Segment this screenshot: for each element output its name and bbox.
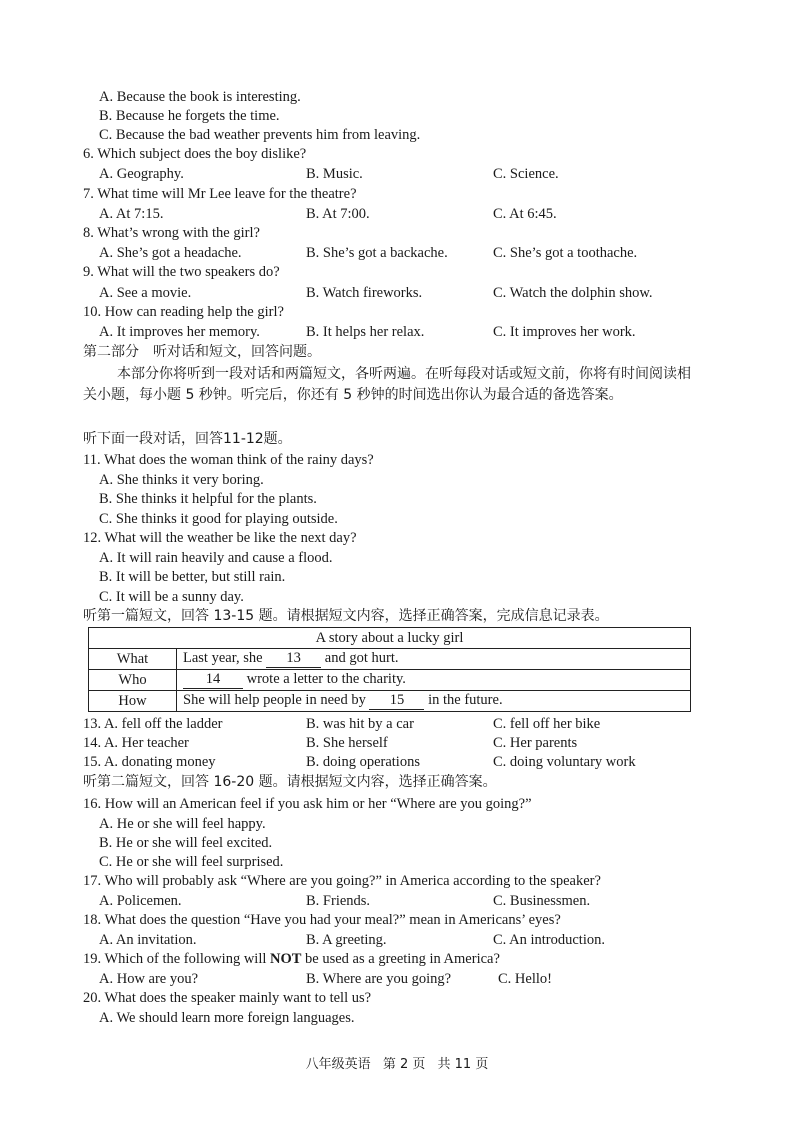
q7-stem: 7. What time will Mr Lee leave for the theatre? (83, 186, 357, 202)
row-text-pre: She will help people in need by (183, 692, 366, 708)
row-label: How (89, 691, 177, 712)
blank-14: 14 (183, 671, 243, 689)
q19-stem-post: be used as a greeting in America? (305, 951, 500, 967)
q5-option-c: C. Because the bad weather prevents him from leaving. (99, 127, 421, 143)
row-content (177, 691, 691, 712)
footer-total-pages: 共 11 页 (437, 1057, 489, 1072)
record-table (88, 627, 691, 712)
table-row (89, 649, 691, 670)
row-text-post: in the future. (428, 692, 503, 708)
q11-option-b: B. She thinks it helpful for the plants. (99, 491, 317, 507)
q14-option-c: C. Her parents (493, 735, 578, 751)
q6-option-b: B. Music. (306, 166, 363, 182)
passage1-intro: 听第一篇短文，回答 13-15 题。请根据短文内容，选择正确答案，完成信息记录表。 (83, 608, 609, 624)
q8-option-a: A. She’s got a headache. (99, 245, 242, 261)
part2-instructions: 本部分你将听到一段对话和两篇短文，各听两遍。在听每段对话或短文前，你将有时间阅读相关小题，每小题 5 秒钟。听完后，你还有 5 秒钟的时间选出你认为最合适的备选答案。 (83, 366, 691, 403)
q18-option-c: C. An introduction. (493, 932, 605, 948)
dialogue-intro: 听下面一段对话，回答11-12题。 (83, 431, 292, 447)
q16-stem: 16. How will an American feel if you ask him or her “Where are you going?” (83, 796, 532, 812)
table-row (89, 670, 691, 691)
q11-option-a: A. She thinks it very boring. (99, 472, 264, 488)
q9-option-a: A. See a movie. (99, 285, 192, 301)
q13-option-a: 13. A. fell off the ladder (83, 716, 223, 732)
q19-stem (83, 950, 500, 968)
q18-option-a: A. An invitation. (99, 932, 197, 948)
record-table-title-row (89, 628, 691, 649)
blank-15: 15 (369, 692, 424, 710)
q13-option-b: B. was hit by a car (306, 716, 414, 732)
row-label: What (89, 649, 177, 670)
row-content (177, 649, 691, 670)
record-table-title: A story about a lucky girl (89, 628, 691, 649)
q10-option-b: B. It helps her relax. (306, 324, 425, 340)
row-content (177, 670, 691, 691)
q10-option-c: C. It improves her work. (493, 324, 636, 340)
q20-option-a: A. We should learn more foreign languages. (99, 1010, 355, 1026)
blank-13: 13 (266, 650, 321, 668)
q19-option-c: C. Hello! (498, 971, 552, 987)
q12-option-a: A. It will rain heavily and cause a flood. (99, 550, 333, 566)
q15-option-a: 15. A. donating money (83, 754, 216, 770)
q13-option-c: C. fell off her bike (493, 716, 601, 732)
q19-stem-pre: 19. Which of the following will (83, 951, 267, 967)
q5-option-b: B. Because he forgets the time. (99, 108, 280, 124)
q19-option-b: B. Where are you going? (306, 971, 452, 987)
q19-option-a: A. How are you? (99, 971, 199, 987)
row-text-post: and got hurt. (324, 650, 399, 666)
q9-option-b: B. Watch fireworks. (306, 285, 423, 301)
q10-stem: 10. How can reading help the girl? (83, 304, 284, 320)
q12-stem: 12. What will the weather be like the next day? (83, 530, 357, 546)
q11-option-c: C. She thinks it good for playing outside. (99, 511, 338, 527)
q17-stem: 17. Who will probably ask “Where are you going?” in America according to the speaker? (83, 873, 601, 889)
q11-stem: 11. What does the woman think of the rainy days? (83, 452, 374, 468)
q14-option-b: B. She herself (306, 735, 388, 751)
q15-option-b: B. doing operations (306, 754, 420, 770)
q6-stem: 6. Which subject does the boy dislike? (83, 146, 307, 162)
q17-option-a: A. Policemen. (99, 893, 182, 909)
q17-option-b: B. Friends. (306, 893, 371, 909)
footer-page-number: 第 2 页 (382, 1057, 426, 1072)
passage2-intro: 听第二篇短文，回答 16-20 题。请根据短文内容，选择正确答案。 (83, 774, 497, 790)
q12-option-c: C. It will be a sunny day. (99, 589, 244, 605)
q7-option-b: B. At 7:00. (306, 206, 370, 222)
row-label: Who (89, 670, 177, 691)
q20-stem: 20. What does the speaker mainly want to tell us? (83, 990, 372, 1006)
q7-option-c: C. At 6:45. (493, 206, 557, 222)
footer-subject: 八年级英语 (305, 1057, 371, 1072)
row-text-pre: Last year, she (183, 650, 263, 666)
q7-option-a: A. At 7:15. (99, 206, 164, 222)
q17-option-c: C. Businessmen. (493, 893, 591, 909)
q16-option-c: C. He or she will feel surprised. (99, 854, 284, 870)
row-text-post: wrote a letter to the charity. (246, 671, 406, 687)
table-row (89, 691, 691, 712)
q6-option-c: C. Science. (493, 166, 559, 182)
part2-heading: 第二部分 听对话和短文，回答问题。 (83, 344, 321, 360)
q8-option-b: B. She’s got a backache. (306, 245, 448, 261)
q15-option-c: C. doing voluntary work (493, 754, 636, 770)
q8-stem: 8. What’s wrong with the girl? (83, 225, 260, 241)
q5-option-a: A. Because the book is interesting. (99, 89, 301, 105)
q12-option-b: B. It will be better, but still rain. (99, 569, 286, 585)
q18-stem: 18. What does the question “Have you had your meal?” mean in Americans’ eyes? (83, 912, 561, 928)
q18-option-b: B. A greeting. (306, 932, 387, 948)
q9-option-c: C. Watch the dolphin show. (493, 285, 653, 301)
q16-option-a: A. He or she will feel happy. (99, 816, 266, 832)
q8-option-c: C. She’s got a toothache. (493, 245, 638, 261)
q16-option-b: B. He or she will feel excited. (99, 835, 273, 851)
q6-option-a: A. Geography. (99, 166, 184, 182)
q10-option-a: A. It improves her memory. (99, 324, 260, 340)
q19-stem-emphasis: NOT (270, 951, 302, 967)
q14-option-a: 14. A. Her teacher (83, 735, 189, 751)
page-footer (0, 1053, 794, 1072)
q9-stem: 9. What will the two speakers do? (83, 264, 280, 280)
